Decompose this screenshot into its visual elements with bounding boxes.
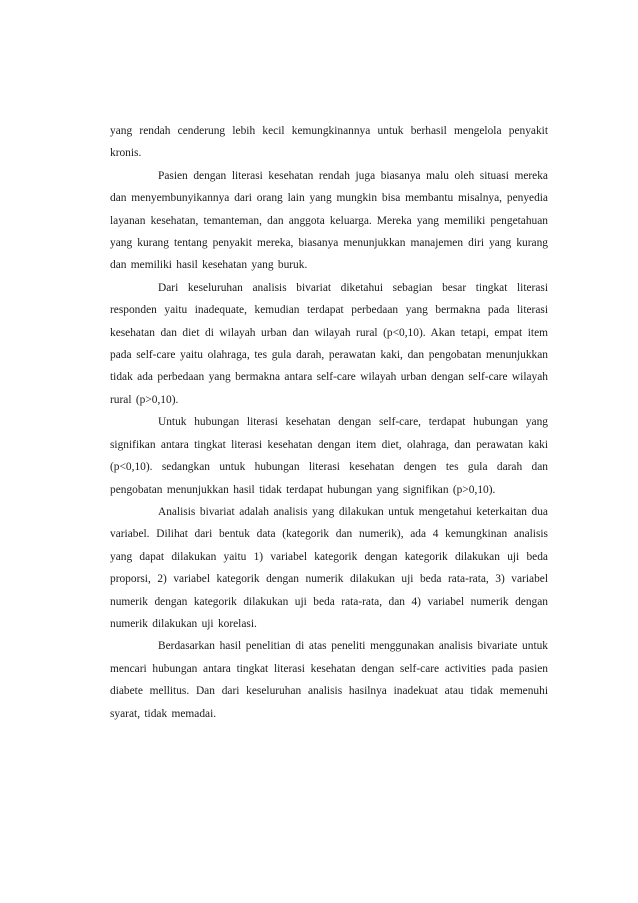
paragraph-4: Untuk hubungan literasi kesehatan dengan self-care, terdapat hubungan yang signifikan antara tingkat literasi kesehatan dengan item diet, olahraga, dan perawatan kaki (p<0,10). sedangkan untuk hubungan literasi kesehatan dengen tes gula darah dan pengobatan menunjukkan hasil tidak terdapat hubungan yang signifikan (p>0,10). [110,416,548,496]
paragraph-1: yang rendah cenderung lebih kecil kemungkinannya untuk berhasil mengelola penyakit kronis. [110,125,548,160]
paragraph-2: Pasien dengan literasi kesehatan rendah juga biasanya malu oleh situasi mereka dan menyembunyikannya dari orang lain yang mungkin bisa membantu misalnya, penyedia layanan kesehatan, temanteman, dan anggota keluarga. Mereka yang memiliki pengetahuan yang kurang tentang penyakit mereka, biasanya menunjukkan manajemen diri yang kurang dan memiliki hasil kesehatan yang buruk. [110,169,548,272]
body-text [110,120,548,725]
paragraph-5: Analisis bivariat adalah analisis yang dilakukan untuk mengetahui keterkaitan dua variabel. Dilihat dari bentuk data (kategorik dan numerik), ada 4 kemungkinan analisis yang dapat dilakukan yaitu 1) variabel kategorik dengan kategorik dilakukan uji beda proporsi, 2) variabel kategorik dengan numerik dilakukan uji beda rata-rata, 3) variabel numerik dengan kategorik dilakukan uji beda rata-rata, dan 4) variabel numerik dengan numerik dilakukan uji korelasi. [110,505,548,630]
paragraph-6: Berdasarkan hasil penelitian di atas peneliti menggunakan analisis bivariate untuk mencari hubungan antara tingkat literasi kesehatan dengan self-care activities pada pasien diabete mellitus. Dan dari keseluruhan analisis hasilnya inadekuat atau tidak memenuhi syarat, tidak memadai. [110,640,548,720]
paragraph-3: Dari keseluruhan analisis bivariat diketahui sebagian besar tingkat literasi responden yaitu inadequate, kemudian terdapat perbedaan yang bermakna pada literasi kesehatan dan diet di wilayah urban dan wilayah rural (p<0,10). Akan tetapi, empat item pada self-care yaitu olahraga, tes gula darah, perawatan kaki, dan pengobatan menunjukkan tidak ada perbedaan yang bermakna antara self-care wilayah urban dengan self-care wilayah rural (p>0,10). [110,281,548,406]
